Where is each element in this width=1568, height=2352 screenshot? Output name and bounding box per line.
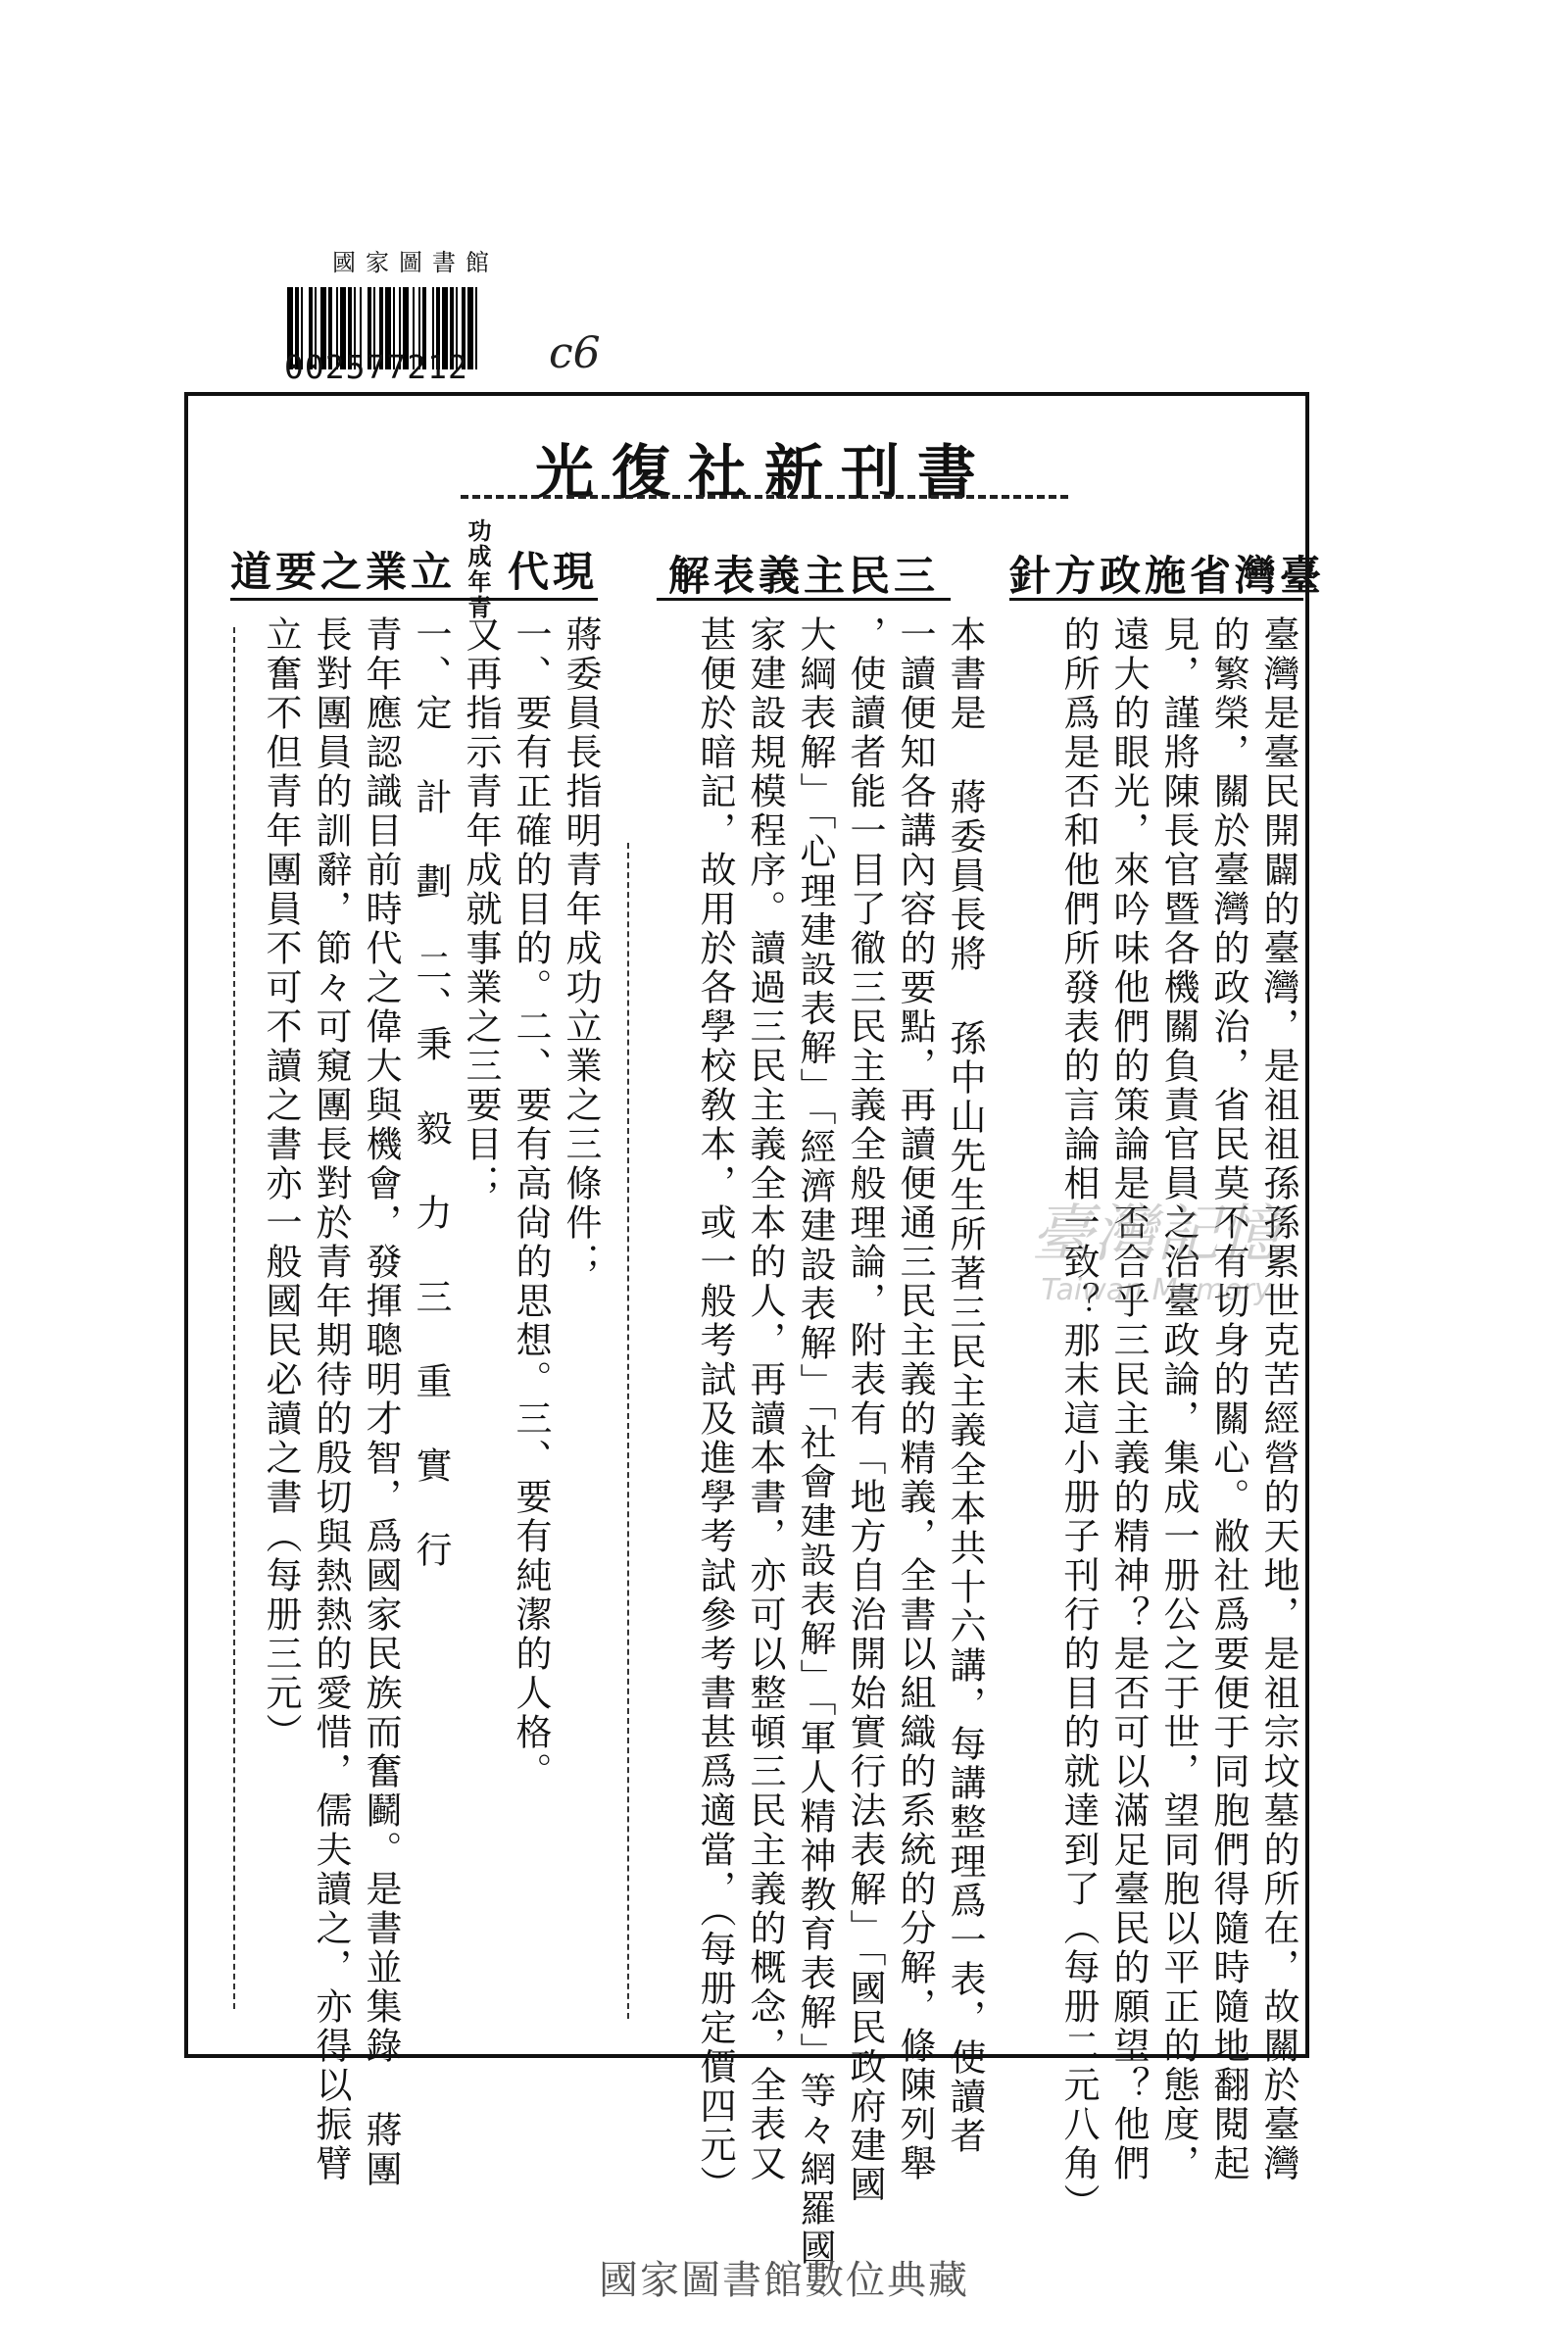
text-column: 青年應認識目前時代之偉大與機會，發揮聰明才智，爲國家民族而奮鬬。是書並集錄 蔣團	[360, 615, 402, 2189]
section-3-body	[243, 615, 606, 2189]
text-column: ，使讀者能一目了徹三民主義全般理論，附表有「地方自治開始實行法表解」「國民政府建國	[844, 615, 886, 2205]
section-3-heading-small: 功成年青	[467, 516, 496, 621]
text-column: 立奮不但青年團員不可不讀之書亦一般國民必讀之書（每册三元）	[260, 615, 302, 1752]
column-separator	[233, 627, 235, 2009]
text-column: 又再指示青年成就事業之三要目；	[460, 615, 502, 1203]
page-title: 光復社新刊書	[535, 439, 994, 508]
text-column: 一讀便知各講內容的要點，再讀便通三民主義的精義，全書以組織的系統的分解，條陳列舉	[894, 615, 936, 2183]
column-separator	[627, 843, 629, 2019]
text-column: 臺灣是臺民開闢的臺灣，是祖祖孫孫累世克苦經營的天地，是祖宗坟墓的所在，故關於臺灣	[1257, 615, 1299, 2183]
footer-credit: 國家圖書館數位典藏	[599, 2258, 969, 2303]
section-1-heading: 針方政施省灣臺	[1009, 552, 1326, 600]
text-column: 一、要有正確的目的。二、要有高尙的思想。三、要有純潔的人格。	[510, 615, 552, 1791]
section-3-rule	[230, 598, 598, 601]
text-column: 的繁榮，關於臺灣的政治，省民莫不有切身的關心。敝社爲要便于同胞們得隨時隨地翻閱起	[1207, 615, 1250, 2183]
section-3-heading-main: 道要之業立	[230, 548, 457, 596]
text-column: 遠大的眼光，來吟味他們的策論是否合乎三民主義的精神？是否可以滿足臺民的願望？他們	[1107, 615, 1150, 2183]
watermark-logo	[1009, 1196, 1303, 1343]
text-column: 見，謹將陳長官暨各機關負責官員之治臺政論，集成一册公之于世，望同胞以平正的態度，	[1157, 615, 1200, 2183]
watermark-subtext: Taiwan Memory	[1041, 1273, 1272, 1307]
text-column: 本書是 蔣委員長將 孫中山先生所著三民主義全本共十六講，每講整理爲一表，使讀者	[944, 615, 986, 2156]
section-2-rule	[657, 598, 951, 601]
section-3-heading	[230, 516, 598, 621]
section-3-heading-end: 代現	[507, 548, 598, 596]
text-column: 蔣委員長指明青年成功立業之三條件；	[560, 615, 602, 1282]
text-column: 的所爲是否和他們所發表的言論相一致？那末這小册子刊行的目的就達到了（每册二元八角）	[1057, 615, 1100, 2223]
text-column: 一、定 計 劃 二、秉 毅 力 三 重 實 行	[410, 615, 452, 1570]
library-name: 國家圖書館	[332, 249, 499, 276]
text-column: 長對團員的訓辭，節々可窺團長對於青年期待的殷切與熱熱的愛惜，儒夫讀之，亦得以振臂	[310, 615, 352, 2183]
barcode-bar	[477, 287, 481, 369]
title-underline	[461, 495, 1068, 499]
section-2-body	[652, 615, 990, 2268]
call-number: 002577212	[284, 348, 468, 386]
text-column: 家建設規模程序。讀過三民主義全本的人，再讀本書，亦可以整頓三民主義的概念，全表又	[744, 615, 786, 2183]
section-2-heading: 解表義主民三	[667, 552, 939, 600]
handwritten-mark: c6	[549, 328, 601, 378]
section-1-rule	[1009, 598, 1303, 601]
text-column: 大綱表解」「心理建設表解」「經濟建設表解」「社會建設表解」「軍人精神教育表解」等々網羅國	[794, 615, 836, 2268]
text-column: 甚便於暗記，故用於各學校敎本，或一般考試及進學考試參考書甚爲適當，（每册定價四元）	[694, 615, 736, 2205]
watermark-text: 臺灣記憶	[1031, 1199, 1282, 1271]
